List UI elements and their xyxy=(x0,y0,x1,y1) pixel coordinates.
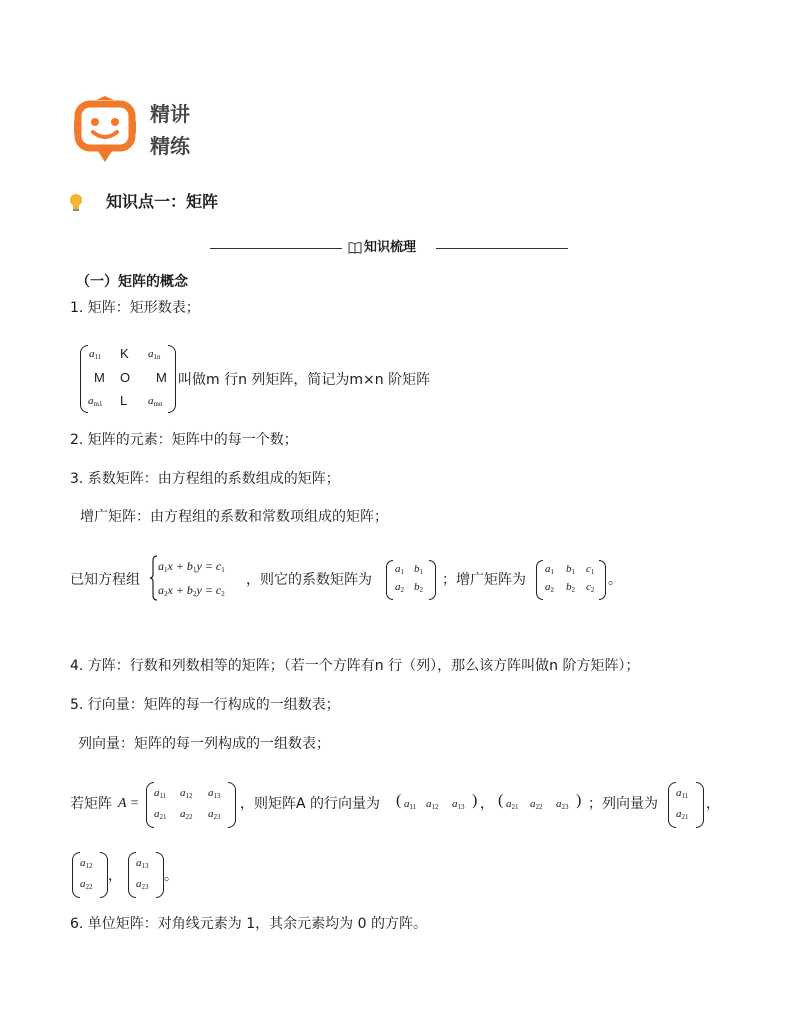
row-vector-2: ( $a_{21}$ $a_{22}$ $a_{23}$ ) xyxy=(498,792,582,811)
column-vector-2: $a_{12}$ $a_{22}$ xyxy=(72,852,108,898)
matrix-description: 叫做m 行n 列矩阵，简记为m×n 阶矩阵 xyxy=(178,372,431,388)
row-vector-1: ( $a_{11}$ $a_{12}$ $a_{13}$ ) xyxy=(396,792,478,811)
rv-comma: ， xyxy=(480,796,494,812)
divider-left xyxy=(210,248,342,249)
example-end: 。 xyxy=(608,572,622,588)
example-mid2: ；增广矩阵为 xyxy=(442,572,526,588)
section-title: 知识点一：矩阵 xyxy=(106,192,219,211)
general-matrix: $a_{11}$ K $a_{1n}$ M O M $a_{m1}$ L $a_{mn}$ xyxy=(80,345,176,413)
logo xyxy=(74,96,214,166)
comma-sep: ， xyxy=(108,868,122,884)
robot-logo-icon xyxy=(74,96,136,166)
lightbulb-icon xyxy=(68,193,84,213)
rv-mid: ，则矩阵A 的行向量为 xyxy=(240,796,381,812)
divider-label: 知识梳理 xyxy=(364,240,417,255)
logo-text-1: 精讲 xyxy=(150,102,190,126)
item-2: 2. 矩阵的元素：矩阵中的每一个数； xyxy=(70,432,298,448)
item-4: 4. 方阵：行数和列数相等的矩阵；（若一个方阵有n 行（列），那么该方阵叫做n 阶方矩阵）； xyxy=(70,658,640,674)
rv-A: A = xyxy=(118,796,140,811)
item-3b: 增广矩阵：由方程组的系数和常数项组成的矩阵； xyxy=(80,509,388,525)
matrix-A: $a_{11}$ $a_{12}$ $a_{13}$ $a_{21}$ $a_{22}$ $a_{23}$ xyxy=(146,782,236,828)
column-vector-3: $a_{13}$ $a_{23}$ xyxy=(128,852,164,898)
example-mid: ，则它的系数矩阵为 xyxy=(246,572,372,588)
item-5b: 列向量：矩阵的每一列构成的一组数表； xyxy=(78,736,330,752)
column-vector-1: $a_{11}$ $a_{21}$ xyxy=(668,782,704,828)
item-3: 3. 系数矩阵：由方程组的系数组成的矩阵； xyxy=(70,471,340,487)
logo-text-2: 精练 xyxy=(150,134,190,158)
coefficient-matrix: $a_1$ $b_1$ $a_2$ $b_2$ xyxy=(386,560,436,600)
item-1: 1. 矩阵：矩形数表； xyxy=(70,300,200,316)
book-icon xyxy=(348,242,362,254)
equation-system: $a_1x + b_1y = c_1$ $a_2x + b_2y = c_2$ xyxy=(150,555,250,603)
rv-mid2: ；列向量为 xyxy=(588,796,658,812)
augmented-matrix: $a_1$ $b_1$ $c_1$ $a_2$ $b_2$ $c_2$ xyxy=(536,560,606,600)
subheading: （一）矩阵的概念 xyxy=(76,274,188,290)
rv-prefix: 若矩阵 xyxy=(70,796,112,812)
item-5: 5. 行向量：矩阵的每一行构成的一组数表； xyxy=(70,697,340,713)
item-6: 6. 单位矩阵：对角线元素为 1，其余元素均为 0 的方阵。 xyxy=(70,916,427,932)
example-prefix: 已知方程组 xyxy=(70,572,140,588)
rv-end: 。 xyxy=(164,868,178,884)
divider-right xyxy=(436,248,568,249)
rv-comma2: ， xyxy=(706,796,720,812)
